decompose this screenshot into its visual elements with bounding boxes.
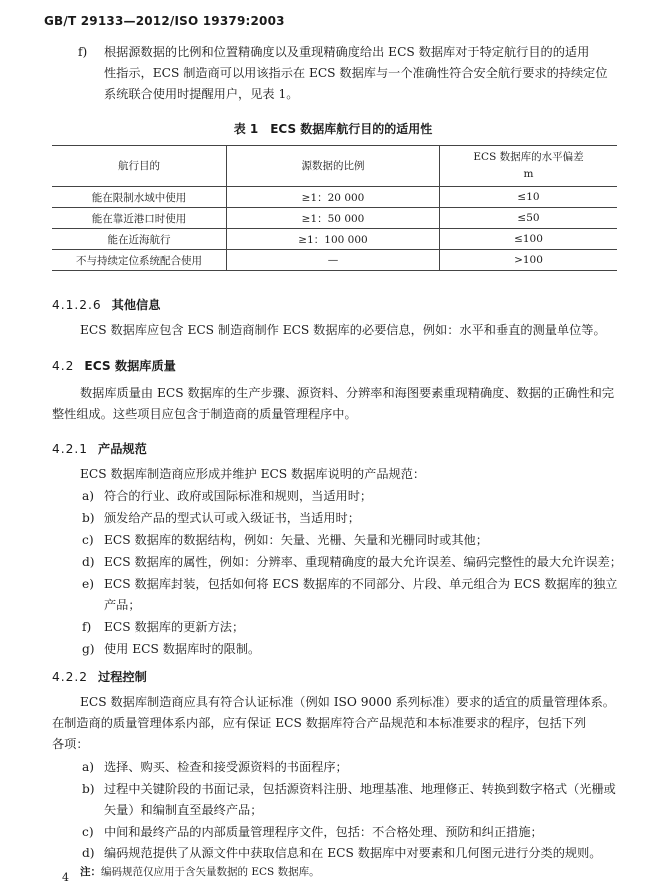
list-item-line: ECS 数据库的属性，例如：分辨率、重现精确度的最大允许误差、编码完整性的最大允许误差；	[104, 555, 622, 569]
section-number: 4.2.1	[52, 442, 89, 456]
section-heading	[52, 440, 147, 457]
list-item-line: 中间和最终产品的内部质量管理程序文件，包括：不合格处理、预防和纠正措施；	[104, 825, 543, 839]
section-number: 4.2.2	[52, 670, 89, 684]
standard-header: GB/T 29133—2012/ISO 19379:2003	[44, 14, 285, 28]
paragraph-line: 各项：	[52, 737, 89, 751]
list-marker: a)	[82, 760, 95, 774]
list-item-line: 矢量）和编制直至最终产品；	[104, 803, 263, 817]
list-item-line: 性指示，ECS 制造商可以用该指示在 ECS 数据库与一个准确性符合安全航行要求的持续定位	[104, 66, 608, 80]
suitability-table	[52, 145, 617, 271]
section-number: 4.1.2.6	[52, 298, 102, 312]
table-cell: —	[227, 250, 440, 271]
table-header-cell	[440, 146, 618, 187]
header-unit: m	[523, 168, 534, 180]
list-marker: e)	[82, 577, 94, 591]
list-item-line: 编码规范提供了从源文件中获取信息和在 ECS 数据库中对要素和几何图元进行分类的规则。	[104, 846, 602, 860]
table-header-row	[52, 146, 617, 187]
list-item-line: 过程中关键阶段的书面记录，包括源资料注册、地理基准、地理修正、转换到数字格式（光栅或	[104, 782, 616, 796]
paragraph-line: 在制造商的质量管理体系内部，应有保证 ECS 数据库符合产品规范和本标准要求的程序，包括下列	[52, 716, 587, 730]
table-cell: 能在靠近港口时使用	[52, 208, 227, 229]
table-cell: 不与持续定位系统配合使用	[52, 250, 227, 271]
list-marker: g)	[82, 642, 95, 656]
list-item-line: ECS 数据库的数据结构，例如：矢量、光栅、矢量和光栅同时或其他；	[104, 533, 488, 547]
list-marker: c)	[82, 825, 94, 839]
list-item-line: 颁发给产品的型式认可或入级证书，当适用时；	[104, 511, 360, 525]
section-title: 其他信息	[111, 298, 161, 312]
table-cell: ≥1：20 000	[227, 187, 440, 208]
section-title: 产品规范	[98, 442, 147, 456]
paragraph: ECS 数据库应包含 ECS 制造商制作 ECS 数据库的必要信息，例如：水平和垂直的测量单位等。	[80, 323, 606, 337]
table-row	[52, 229, 617, 250]
table-cell: >100	[440, 250, 618, 271]
paragraph-line: 数据库质量由 ECS 数据库的生产步骤、源资料、分辨率和海图要素重现精确度、数据的正确性和完	[80, 386, 615, 400]
table-cell: ≤10	[440, 187, 618, 208]
table-cell: 能在近海航行	[52, 229, 227, 250]
list-marker: d)	[82, 846, 95, 860]
list-item-line: 选择、购买、检查和接受源资料的书面程序；	[104, 760, 348, 774]
list-marker: b)	[82, 782, 95, 796]
paragraph: ECS 数据库制造商应形成并维护 ECS 数据库说明的产品规范：	[80, 467, 426, 481]
section-heading	[52, 357, 176, 374]
section-number: 4.2	[52, 359, 75, 373]
list-item-line: 产品；	[104, 598, 141, 612]
section-title: 过程控制	[98, 670, 147, 684]
list-item-line: 符合的行业、政府或国际标准和规则，当适用时；	[104, 489, 373, 503]
list-item-line: ECS 数据库封装，包括如何将 ECS 数据库的不同部分、片段、单元组合为 ECS 数据库的独立	[104, 577, 618, 591]
page-number: 4	[62, 871, 69, 884]
table-cell: ≥1：50 000	[227, 208, 440, 229]
section-heading	[52, 668, 147, 685]
list-marker: c)	[82, 533, 94, 547]
note	[80, 864, 320, 879]
table-cell: ≤50	[440, 208, 618, 229]
table-row	[52, 187, 617, 208]
paragraph-line: ECS 数据库制造商应具有符合认证标准（例如 ISO 9000 系列标准）要求的适宜的质量管理体系。	[80, 695, 615, 709]
list-marker: b)	[82, 511, 95, 525]
table-header-cell: 航行目的	[52, 146, 227, 187]
list-item-line: 根据源数据的比例和位置精确度以及重现精确度给出 ECS 数据库对于特定航行目的的适用	[104, 45, 590, 59]
table-header-cell: 源数据的比例	[227, 146, 440, 187]
paragraph-line: 整性组成。这些项目应包含于制造商的质量管理程序中。	[52, 407, 357, 421]
table-row	[52, 250, 617, 271]
table-cell: ≤100	[440, 229, 618, 250]
section-heading	[52, 296, 160, 313]
list-item-line: ECS 数据库的更新方法；	[104, 620, 245, 634]
list-item-line: 使用 ECS 数据库时的限制。	[104, 642, 261, 656]
list-marker: f)	[78, 45, 88, 59]
section-title: ECS 数据库质量	[84, 359, 176, 373]
list-marker: d)	[82, 555, 95, 569]
table-title: 表 1 ECS 数据库航行目的的适用性	[233, 122, 433, 136]
table-cell: ≥1：100 000	[227, 229, 440, 250]
table-cell: 能在限制水域中使用	[52, 187, 227, 208]
table-row	[52, 208, 617, 229]
list-marker: f)	[82, 620, 92, 634]
list-marker: a)	[82, 489, 95, 503]
note-text: 编码规范仅应用于含矢量数据的 ECS 数据库。	[101, 866, 320, 878]
list-item-line: 系统联合使用时提醒用户，见表 1。	[104, 87, 299, 101]
note-label: 注：	[80, 866, 101, 878]
header-line: ECS 数据库的水平偏差	[473, 151, 584, 163]
